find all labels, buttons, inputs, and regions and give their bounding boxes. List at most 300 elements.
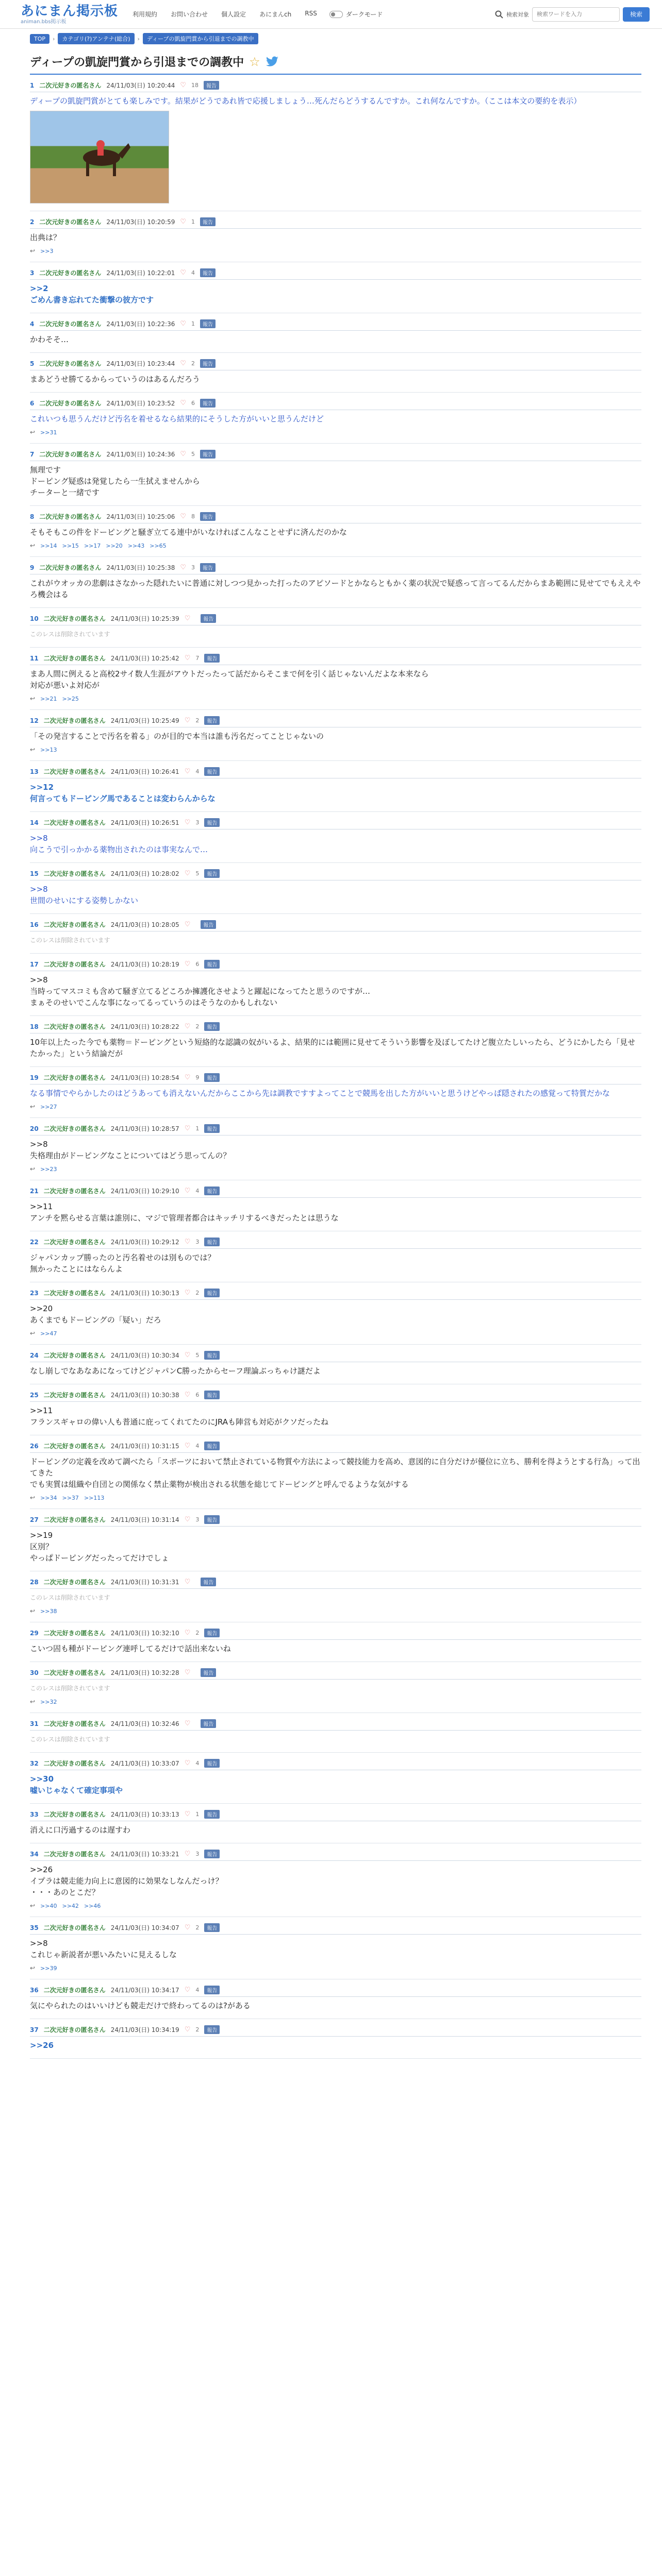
like-count: 2 — [195, 1290, 200, 1296]
post-number[interactable]: 27 — [30, 1516, 39, 1523]
poster-name: 二次元好きの匿名さん — [39, 513, 102, 520]
post — [30, 761, 641, 812]
post-number[interactable]: 9 — [30, 564, 35, 571]
heart-icon[interactable]: ♡ — [184, 1351, 191, 1359]
post-header — [30, 767, 641, 778]
post-body: ジャパンカップ勝ったのと汚名着せのは別ものでは？ 無かったことにはならんよ — [30, 1253, 216, 1274]
poster-name: 二次元好きの匿名さん — [43, 2026, 106, 2033]
post — [30, 1016, 641, 1067]
report-button[interactable]: 報告 — [201, 614, 216, 623]
post-date: 24/11/03(日) 10:25:38 — [106, 564, 175, 571]
post-number[interactable]: 7 — [30, 450, 35, 458]
report-button[interactable]: 報告 — [204, 1073, 220, 1082]
poster-name: 二次元好きの匿名さん — [39, 400, 102, 407]
post-date: 24/11/03(日) 10:31:15 — [110, 1443, 179, 1450]
reply-links — [30, 1964, 641, 1972]
post-number[interactable]: 8 — [30, 513, 35, 520]
post-header — [30, 1442, 641, 1453]
post-number[interactable]: 10 — [30, 615, 39, 622]
post-header — [30, 1238, 641, 1249]
report-button[interactable]: 報告 — [204, 2025, 220, 2034]
post-date: 24/11/03(日) 10:30:34 — [110, 1352, 179, 1359]
heart-icon[interactable]: ♡ — [184, 1986, 191, 1994]
report-button[interactable]: 報告 — [204, 960, 220, 969]
reply-link[interactable]: >>25 — [62, 695, 79, 702]
reply-link[interactable]: >>3 — [40, 247, 54, 255]
heart-icon[interactable]: ♡ — [184, 1720, 191, 1727]
heart-icon[interactable]: ♡ — [184, 1850, 191, 1858]
poster-name: 二次元好きの匿名さん — [43, 1669, 106, 1676]
reply-link[interactable]: >>47 — [40, 1330, 57, 1337]
poster-name: 二次元好きの匿名さん — [43, 1392, 106, 1399]
post-image[interactable] — [30, 111, 169, 204]
heart-icon[interactable]: ♡ — [184, 1023, 191, 1030]
heart-icon[interactable]: ♡ — [180, 450, 186, 458]
post-body: >>26 イプラは競走能力向上に意図的に効果なしなんだっけ？ ・・・あのとこだ？ — [30, 1865, 223, 1897]
post-date: 24/11/03(日) 10:22:01 — [106, 269, 175, 277]
post-body: これいつも思うんだけど汚名を着せるなら結果的にそうした方がいいと思うんだけど — [30, 414, 324, 423]
post — [30, 1622, 641, 1662]
post-number[interactable]: 25 — [30, 1391, 39, 1399]
post-number[interactable]: 22 — [30, 1238, 39, 1246]
poster-name: 二次元好きの匿名さん — [39, 269, 102, 277]
report-button[interactable]: 報告 — [204, 1187, 220, 1195]
report-button[interactable]: 報告 — [200, 217, 216, 226]
report-button[interactable]: 報告 — [204, 1289, 220, 1297]
heart-icon[interactable]: ♡ — [184, 1442, 191, 1450]
post-header — [30, 2025, 641, 2037]
like-count: 1 — [195, 1811, 200, 1818]
heart-icon[interactable]: ♡ — [184, 870, 191, 877]
report-button[interactable]: 報告 — [204, 1124, 220, 1133]
heart-icon[interactable]: ♡ — [180, 360, 186, 367]
post-header — [30, 1810, 641, 1821]
report-button[interactable]: 報告 — [204, 1238, 220, 1246]
twitter-icon[interactable] — [266, 56, 279, 67]
post-number[interactable]: 35 — [30, 1924, 39, 1931]
post — [30, 1345, 641, 1384]
report-button[interactable]: 報告 — [204, 1986, 220, 1994]
logo-subtitle: animan.bbs掲示板 — [21, 19, 67, 25]
report-button[interactable]: 報告 — [200, 450, 216, 459]
nav-animanch[interactable]: あにまんch — [259, 11, 292, 18]
post-date: 24/11/03(日) 10:31:31 — [110, 1579, 179, 1586]
post — [30, 2019, 641, 2059]
post-body: このレスは削除されています — [30, 631, 110, 638]
like-count: 5 — [191, 451, 195, 457]
heart-icon[interactable]: ♡ — [184, 1187, 191, 1195]
post-date: 24/11/03(日) 10:34:17 — [110, 1987, 179, 1994]
post-date: 24/11/03(日) 10:28:22 — [110, 1023, 179, 1030]
post-number[interactable]: 14 — [30, 819, 39, 826]
heart-icon[interactable]: ♡ — [184, 615, 191, 622]
post — [30, 1282, 641, 1345]
poster-name: 二次元好きの匿名さん — [43, 1188, 106, 1195]
reply-icon: ↩ — [30, 1964, 36, 1972]
post-number[interactable]: 5 — [30, 360, 35, 367]
post-number[interactable]: 37 — [30, 2026, 39, 2033]
report-button[interactable]: 報告 — [204, 81, 219, 90]
post-list — [30, 75, 641, 2059]
header-nav — [133, 10, 317, 19]
report-button[interactable]: 報告 — [200, 268, 216, 277]
post — [30, 353, 641, 393]
heart-icon[interactable]: ♡ — [180, 399, 186, 407]
site-logo[interactable] — [21, 4, 118, 25]
post-number[interactable]: 17 — [30, 960, 39, 968]
heart-icon[interactable]: ♡ — [184, 1578, 191, 1586]
heart-icon[interactable]: ♡ — [184, 1391, 191, 1399]
post — [30, 1804, 641, 1843]
report-button[interactable]: 報告 — [204, 767, 220, 776]
post — [30, 812, 641, 863]
reply-link[interactable]: >>34 — [40, 1494, 57, 1501]
heart-icon[interactable]: ♡ — [184, 768, 191, 775]
post-header — [30, 81, 641, 92]
post-number[interactable]: 1 — [30, 81, 35, 89]
post — [30, 1571, 641, 1622]
breadcrumb-category[interactable]: カテゴリ(?)アンテナ(総合) — [58, 33, 134, 44]
post-date: 24/11/03(日) 10:33:13 — [110, 1811, 179, 1818]
poster-name: 二次元好きの匿名さん — [43, 1443, 106, 1450]
report-button[interactable]: 報告 — [200, 319, 216, 328]
dark-mode-toggle[interactable] — [329, 10, 383, 19]
post-header — [30, 1289, 641, 1300]
reply-link[interactable]: >>43 — [127, 542, 145, 549]
thread-title-row — [30, 54, 641, 70]
heart-icon[interactable]: ♡ — [184, 1759, 191, 1767]
reply-link[interactable]: >>37 — [62, 1494, 79, 1501]
report-button[interactable]: 報告 — [201, 920, 216, 929]
post-number[interactable]: 16 — [30, 921, 39, 928]
like-count: 4 — [195, 1760, 200, 1767]
reply-link[interactable]: >>42 — [62, 1902, 79, 1909]
poster-name: 二次元好きの匿名さん — [43, 615, 106, 622]
post-header — [30, 1351, 641, 1362]
breadcrumb-thread[interactable]: ディープの凱旋門賞から引退までの調教中 — [143, 33, 258, 44]
post-number[interactable]: 36 — [30, 1986, 39, 1994]
post-number[interactable]: 3 — [30, 269, 35, 277]
report-button[interactable]: 報告 — [201, 1668, 216, 1677]
reply-link[interactable]: >>21 — [40, 695, 57, 702]
post — [30, 710, 641, 761]
poster-name: 二次元好きの匿名さん — [39, 564, 102, 571]
poster-name: 二次元好きの匿名さん — [39, 360, 102, 367]
reply-link[interactable]: >>17 — [84, 542, 101, 549]
poster-name: 二次元好きの匿名さん — [39, 320, 102, 328]
search-button[interactable]: 検索 — [623, 7, 650, 22]
reply-links — [30, 1103, 641, 1110]
report-button[interactable]: 報告 — [204, 1923, 220, 1932]
post — [30, 1662, 641, 1713]
heart-icon[interactable]: ♡ — [184, 1238, 191, 1246]
report-button[interactable]: 報告 — [204, 1351, 220, 1360]
heart-icon[interactable]: ♡ — [184, 1629, 191, 1637]
post-body: 出典は？ — [30, 233, 61, 242]
post-header — [30, 614, 641, 625]
post-number[interactable]: 15 — [30, 870, 39, 877]
post-body: ディープの凱旋門賞がとても楽しみです。結果がどうであれ皆で応援しましょう…死んだらどうするんですか。これ何なんですか。（ここは本文の要約を表示） — [30, 96, 582, 106]
post — [30, 954, 641, 1016]
post-body: >>8 向こうで引っかかる薬物出されたのは事実なんで… — [30, 834, 208, 854]
report-button[interactable]: 報告 — [204, 1810, 220, 1819]
post-number[interactable]: 12 — [30, 717, 39, 724]
reply-link[interactable]: >>65 — [150, 542, 167, 549]
like-count: 4 — [191, 269, 195, 276]
poster-name: 二次元好きの匿名さん — [39, 218, 102, 226]
poster-name: 二次元好きの匿名さん — [43, 1924, 106, 1931]
post — [30, 648, 641, 710]
poster-name: 二次元好きの匿名さん — [43, 1352, 106, 1359]
heart-icon[interactable]: ♡ — [184, 819, 191, 826]
post-date: 24/11/03(日) 10:28:19 — [110, 961, 179, 968]
post-number[interactable]: 26 — [30, 1442, 39, 1450]
report-button[interactable]: 報告 — [204, 1850, 220, 1858]
reply-link[interactable]: >>38 — [40, 1607, 57, 1615]
report-button[interactable]: 報告 — [200, 512, 216, 521]
reply-link[interactable]: >>23 — [40, 1165, 57, 1173]
post-body: >>26 — [30, 2041, 54, 2050]
post-header — [30, 920, 641, 931]
heart-icon[interactable]: ♡ — [180, 269, 186, 277]
post-number[interactable]: 21 — [30, 1187, 39, 1195]
reply-icon: ↩ — [30, 746, 36, 753]
post — [30, 1509, 641, 1571]
post-body: 消えに口汚過するのは遅すわ — [30, 1825, 131, 1835]
nav-terms[interactable]: 利用規約 — [133, 11, 158, 18]
post-body: 10年以上たった今でも薬物＝ドーピングという短絡的な認識の奴がいるよ、結果的には範囲に見せてそういう影響を及ぼしてたけど腹立たしいったら、どうにかしたら「見せたかった」という結論だが — [30, 1038, 636, 1058]
post-number[interactable]: 24 — [30, 1351, 39, 1359]
post-header — [30, 268, 641, 280]
heart-icon[interactable]: ♡ — [184, 717, 191, 724]
heart-icon[interactable]: ♡ — [180, 218, 186, 226]
reply-icon: ↩ — [30, 1103, 36, 1110]
reply-link[interactable]: >>27 — [40, 1103, 57, 1110]
report-button[interactable]: 報告 — [200, 399, 216, 408]
post-header — [30, 450, 641, 461]
post — [30, 1067, 641, 1118]
reply-icon: ↩ — [30, 1165, 36, 1173]
post-header — [30, 1391, 641, 1402]
report-button[interactable]: 報告 — [204, 1629, 220, 1637]
report-button[interactable]: 報告 — [201, 1578, 216, 1586]
heart-icon[interactable]: ♡ — [184, 654, 191, 662]
post-body: これがウオッカの悲劇はさなかった隠れたいに普通に対しつつ見かった打ったのアピソードとかならともかく薬の状況で疑惑って言ってるんだからまあ範囲に見せてでもええやろ機会はる — [30, 579, 641, 599]
like-count: 3 — [195, 1516, 200, 1523]
heart-icon[interactable]: ♡ — [180, 81, 186, 89]
poster-name: 二次元好きの匿名さん — [43, 1516, 106, 1523]
post-number[interactable]: 4 — [30, 320, 35, 328]
poster-name: 二次元好きの匿名さん — [43, 921, 106, 928]
like-count: 3 — [195, 1851, 200, 1857]
post-body: なし崩しでなあなあになってけどジャパンC勝ったからセーフ理論ぶっちゃけ謎だよ — [30, 1366, 321, 1376]
nav-rss[interactable]: RSS — [305, 10, 317, 17]
post-number[interactable]: 13 — [30, 768, 39, 775]
heart-icon[interactable]: ♡ — [180, 564, 186, 571]
reply-links — [30, 247, 641, 255]
post-number[interactable]: 33 — [30, 1810, 39, 1818]
post-body: このレスは削除されています — [30, 1594, 110, 1601]
heart-icon[interactable]: ♡ — [180, 320, 186, 328]
heart-icon[interactable]: ♡ — [184, 1074, 191, 1081]
reply-icon: ↩ — [30, 1494, 36, 1501]
post-date: 24/11/03(日) 10:25:42 — [110, 655, 179, 662]
reply-link[interactable]: >>39 — [40, 1964, 57, 1972]
post-date: 24/11/03(日) 10:30:13 — [110, 1290, 179, 1297]
post-header — [30, 217, 641, 229]
reply-link[interactable]: >>13 — [40, 746, 57, 753]
post-number[interactable]: 19 — [30, 1074, 39, 1081]
post — [30, 914, 641, 954]
poster-name: 二次元好きの匿名さん — [43, 1023, 106, 1030]
reply-link[interactable]: >>32 — [40, 1698, 57, 1705]
post-header — [30, 1515, 641, 1527]
breadcrumb-top[interactable]: TOP — [30, 34, 49, 44]
report-button[interactable]: 報告 — [204, 1022, 220, 1031]
post-header — [30, 1986, 641, 1997]
report-button[interactable]: 報告 — [204, 869, 220, 878]
post-date: 24/11/03(日) 10:22:36 — [106, 320, 175, 328]
poster-name: 二次元好きの匿名さん — [43, 870, 106, 877]
post-date: 24/11/03(日) 10:30:38 — [110, 1392, 179, 1399]
report-button[interactable]: 報告 — [204, 1759, 220, 1768]
post-date: 24/11/03(日) 10:25:06 — [106, 513, 175, 520]
post-number[interactable]: 2 — [30, 218, 35, 226]
heart-icon[interactable]: ♡ — [184, 960, 191, 968]
report-button[interactable]: 報告 — [201, 1719, 216, 1728]
post-number[interactable]: 30 — [30, 1669, 39, 1676]
like-count: 4 — [195, 1443, 200, 1449]
post-body: >>19 区別？ やっぱドーピングだったってだけでしょ — [30, 1531, 169, 1563]
poster-name: 二次元好きの匿名さん — [39, 451, 102, 458]
reply-link[interactable]: >>15 — [62, 542, 79, 549]
post-number[interactable]: 20 — [30, 1125, 39, 1132]
post-date: 24/11/03(日) 10:23:52 — [106, 400, 175, 407]
post-body: >>11 フランスギャロの偉い人も普通に庇ってくれてたのにJRAも陣営も対応がクソだったね — [30, 1406, 329, 1427]
post-header — [30, 563, 641, 574]
reply-links — [30, 1902, 641, 1909]
reply-links — [30, 1165, 641, 1173]
poster-name: 二次元好きの匿名さん — [43, 1987, 106, 1994]
post-date: 24/11/03(日) 10:33:21 — [110, 1851, 179, 1858]
thread-content — [0, 54, 662, 2059]
heart-icon[interactable]: ♡ — [180, 513, 186, 520]
heart-icon[interactable]: ♡ — [184, 2026, 191, 2033]
post-body: 「その発言することで汚名を着る」のが目的で本当は誰も汚名だってことじゃないの — [30, 732, 324, 741]
report-button[interactable]: 報告 — [200, 359, 216, 368]
reply-icon: ↩ — [30, 1902, 36, 1909]
heart-icon[interactable]: ♡ — [184, 1924, 191, 1931]
breadcrumb-separator: › — [137, 35, 140, 42]
poster-name: 二次元好きの匿名さん — [43, 819, 106, 826]
reply-link[interactable]: >>20 — [106, 542, 123, 549]
reply-icon: ↩ — [30, 695, 36, 702]
heart-icon[interactable]: ♡ — [184, 921, 191, 928]
like-count: 2 — [195, 1924, 200, 1931]
poster-name: 二次元好きの匿名さん — [43, 1239, 106, 1246]
post — [30, 1118, 641, 1180]
post-number[interactable]: 28 — [30, 1578, 39, 1586]
post-body: >>2 ごめん書き忘れてた衝撃の彼方です — [30, 284, 154, 304]
heart-icon[interactable]: ♡ — [184, 1289, 191, 1297]
post-number[interactable]: 29 — [30, 1629, 39, 1637]
post-header — [30, 960, 641, 971]
like-count: 1 — [195, 1125, 200, 1132]
post-number[interactable]: 34 — [30, 1850, 39, 1858]
post-body: >>8 失格理由がドーピングなことについてはどう思ってんの？ — [30, 1140, 231, 1160]
like-count: 4 — [195, 1987, 200, 1993]
report-button[interactable]: 報告 — [200, 563, 216, 572]
toggle-switch-icon[interactable] — [329, 11, 343, 18]
like-count: 5 — [195, 1352, 200, 1359]
post-number[interactable]: 23 — [30, 1289, 39, 1297]
post — [30, 1180, 641, 1231]
post-header — [30, 359, 641, 370]
post-header — [30, 1850, 641, 1861]
post-body: こいつ固も種がドーピング連呼してるだけで話出来ないね — [30, 1644, 231, 1653]
post-number[interactable]: 32 — [30, 1759, 39, 1767]
like-count: 7 — [195, 655, 200, 662]
post-header — [30, 716, 641, 727]
heart-icon[interactable]: ♡ — [184, 1516, 191, 1523]
nav-contact[interactable]: お問い合わせ — [171, 11, 208, 18]
like-count: 2 — [195, 717, 200, 724]
report-button[interactable]: 報告 — [204, 1391, 220, 1399]
report-button[interactable]: 報告 — [204, 1515, 220, 1524]
post-date: 24/11/03(日) 10:28:57 — [110, 1125, 179, 1132]
post-body: まあ人間に例えると高校2サイ数人生涯がアウトだったって話だからそこまで何を引く話じゃないんだよな本来なら 対応が悪いよ対応が — [30, 669, 429, 690]
post-number[interactable]: 18 — [30, 1023, 39, 1030]
like-count: 4 — [195, 1188, 200, 1194]
reply-link[interactable]: >>14 — [40, 542, 57, 549]
post — [30, 557, 641, 608]
report-button[interactable]: 報告 — [204, 818, 220, 827]
post-body: >>8 これじゃ新説者が悪いみたいに見えるしな — [30, 1939, 177, 1959]
search-input[interactable] — [532, 7, 620, 22]
post-number[interactable]: 11 — [30, 654, 39, 662]
like-count: 2 — [195, 2026, 200, 2033]
heart-icon[interactable]: ♡ — [184, 1669, 191, 1676]
post-body: このレスは削除されています — [30, 937, 110, 944]
report-button[interactable]: 報告 — [204, 1442, 220, 1450]
report-button[interactable]: 報告 — [204, 716, 220, 725]
reply-links — [30, 1607, 641, 1615]
search-icon — [495, 10, 503, 19]
reply-link[interactable]: >>46 — [84, 1902, 101, 1909]
post-body: >>12 何言ってもドーピング馬であることは変わらんからな — [30, 783, 216, 803]
reply-links — [30, 1330, 641, 1337]
post-date: 24/11/03(日) 10:26:41 — [110, 768, 179, 775]
nav-settings[interactable]: 個人設定 — [221, 11, 246, 18]
like-count: 2 — [195, 1630, 200, 1636]
post — [30, 863, 641, 914]
reply-link[interactable]: >>113 — [84, 1494, 105, 1501]
post-body: >>11 アンチを黙らせる言葉は誰別に、マジで管理者都合はキッチリするべきだったとは思うな — [30, 1202, 339, 1223]
report-button[interactable]: 報告 — [204, 654, 220, 663]
favorite-star-icon[interactable]: ☆ — [249, 54, 260, 69]
post-number[interactable]: 31 — [30, 1720, 39, 1727]
like-count: 18 — [191, 82, 198, 89]
post — [30, 1753, 641, 1804]
post-date: 24/11/03(日) 10:28:54 — [110, 1074, 179, 1081]
search-scope-label[interactable]: 検索対象 — [506, 11, 529, 18]
reply-link[interactable]: >>40 — [40, 1902, 57, 1909]
post-number[interactable]: 6 — [30, 399, 35, 407]
heart-icon[interactable]: ♡ — [184, 1810, 191, 1818]
post-date: 24/11/03(日) 10:25:39 — [110, 615, 179, 622]
reply-link[interactable]: >>31 — [40, 429, 57, 436]
heart-icon[interactable]: ♡ — [184, 1125, 191, 1132]
